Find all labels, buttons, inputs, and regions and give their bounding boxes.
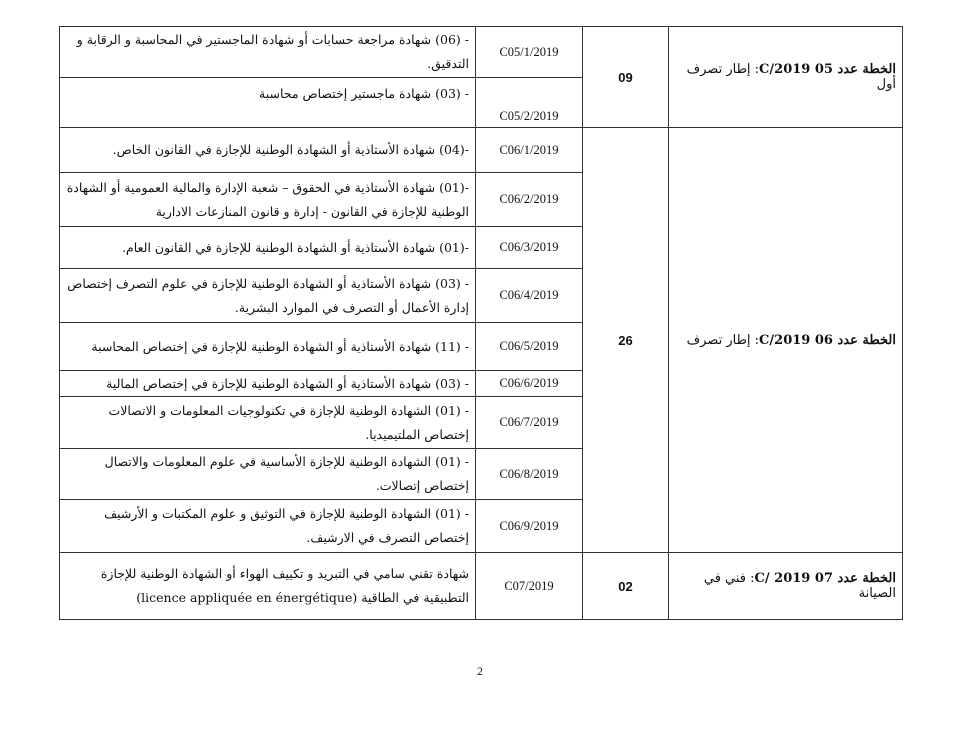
position-code: C05/1/2019 (476, 27, 583, 78)
diploma-description: - (03) شهادة الأستاذية أو الشهادة الوطنية للإجازة في إختصاص المالية (60, 371, 476, 397)
position-code: C06/5/2019 (476, 323, 583, 371)
table-row (60, 553, 903, 620)
plan-title: الخطة عدد 06 2019/C: إطار تصرف (669, 128, 903, 553)
diploma-description: - (03) شهادة الأستاذية أو الشهادة الوطنية للإجازة في علوم التصرف إختصاص إدارة الأعمال أو التصرف في الموارد البشرية. (60, 269, 476, 323)
diploma-description: - (01) الشهادة الوطنية للإجازة الأساسية في علوم المعلومات والاتصال إختصاص إتصالات. (60, 449, 476, 500)
diploma-description: - (06) شهادة مراجعة حسابات أو شهادة الماجستير في المحاسبة و الرقابة و التدقيق. (60, 27, 476, 78)
diploma-description: - (11) شهادة الأستاذية أو الشهادة الوطنية للإجازة في إختصاص المحاسبة (60, 323, 476, 371)
plan-title: الخطة عدد 07 C/ 2019: فني في الصيانة (669, 553, 903, 620)
position-code: C06/9/2019 (476, 500, 583, 553)
position-code: C06/3/2019 (476, 227, 583, 269)
diploma-description: -(01) شهادة الأستاذية أو الشهادة الوطنية للإجازة في القانون العام. (60, 227, 476, 269)
position-code: C07/2019 (476, 553, 583, 620)
plan-number: الخطة عدد 05 2019/C (759, 62, 896, 77)
page-number: 2 (477, 664, 483, 678)
position-code: C06/7/2019 (476, 397, 583, 449)
position-code: C06/1/2019 (476, 128, 583, 173)
plan-rank: فني في الصيانة (703, 571, 896, 601)
plan-rank: إطار تصرف أول (686, 62, 896, 92)
plan-number: الخطة عدد 07 C/ 2019 (754, 571, 896, 586)
position-code: C06/6/2019 (476, 371, 583, 397)
positions-count: 02 (583, 553, 669, 620)
diploma-description: شهادة تقني سامي في التبريد و تكييف الهواء أو الشهادة الوطنية للإجازة التطبيقية في الطاقية (licence appliquée en énergétique) (60, 553, 476, 620)
plan-title: الخطة عدد 05 2019/C: إطار تصرف أول (669, 27, 903, 128)
plan-number: الخطة عدد 06 2019/C (759, 332, 896, 348)
diploma-description: - (01) الشهادة الوطنية للإجازة في التوثيق و علوم المكتبات و الأرشيف إختصاص التصرف في الارشيف. (60, 500, 476, 553)
plan-rank: إطار تصرف (686, 332, 751, 348)
position-code: C06/8/2019 (476, 449, 583, 500)
positions-count: 09 (583, 27, 669, 128)
diploma-description: - (03) شهادة ماجستير إختصاص محاسبة (60, 78, 476, 128)
table-row (60, 27, 903, 78)
diploma-description: -(04) شهادة الأستاذية أو الشهادة الوطنية للإجازة في القانون الخاص. (60, 128, 476, 173)
position-code: C05/2/2019 (476, 78, 583, 128)
position-code: C06/4/2019 (476, 269, 583, 323)
table-row (60, 128, 903, 173)
diploma-description: -(01) شهادة الأستاذية في الحقوق – شعبة الإدارة والمالية العمومية أو الشهادة الوطنية للإجازة في القانون - إدارة و قانون المنازعات الادارية (60, 173, 476, 227)
positions-table (59, 26, 903, 620)
diploma-description: - (01) الشهادة الوطنية للإجازة في تكنولوجيات المعلومات و الاتصالات إختصاص الملتيميديا. (60, 397, 476, 449)
positions-count: 26 (583, 128, 669, 553)
position-code: C06/2/2019 (476, 173, 583, 227)
